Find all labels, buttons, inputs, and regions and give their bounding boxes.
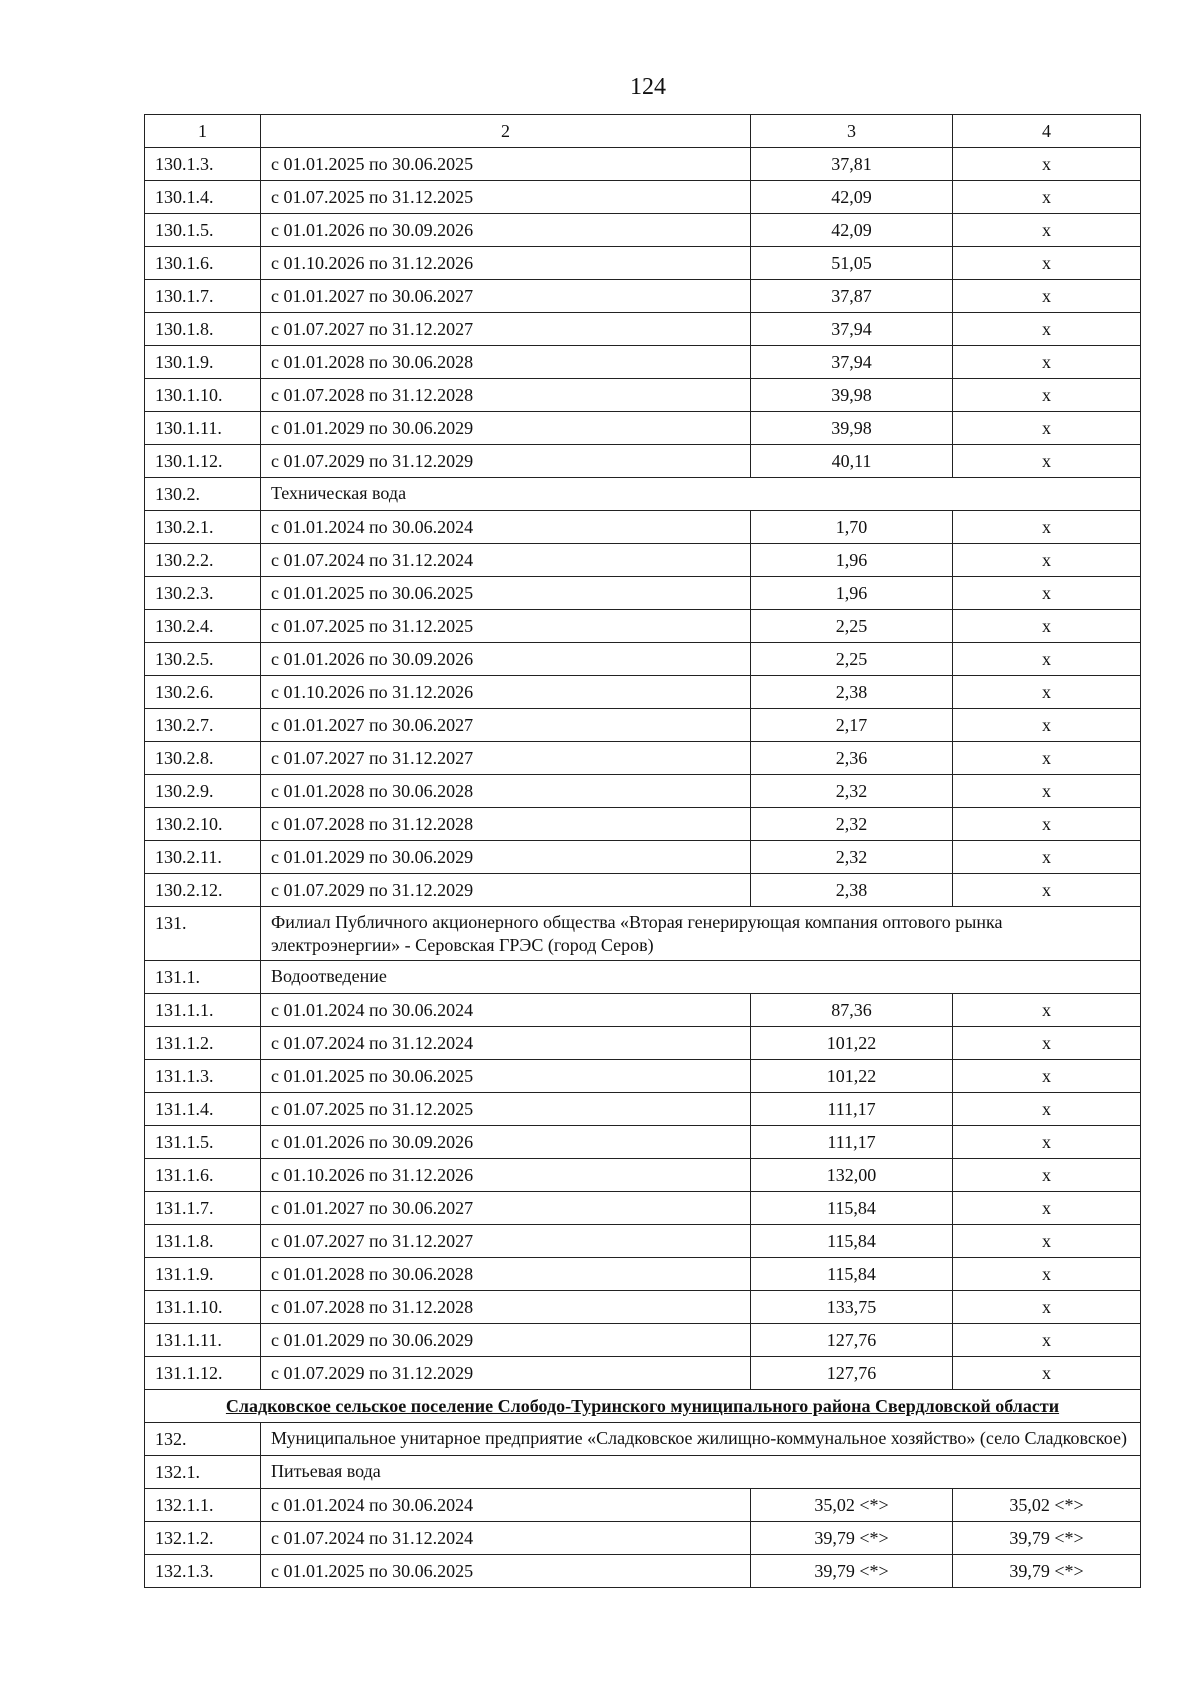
row-tariff-value-2: х (953, 511, 1141, 544)
table-row (145, 808, 1141, 841)
header-cell-4: 4 (953, 115, 1141, 148)
table-row (145, 247, 1141, 280)
row-period: с 01.01.2025 по 30.06.2025 (261, 1060, 751, 1093)
table-row (145, 577, 1141, 610)
row-tariff-value: 2,38 (751, 874, 953, 907)
row-number: 130.1.3. (145, 148, 261, 181)
row-tariff-value-2: х (953, 544, 1141, 577)
section-row (145, 1390, 1141, 1423)
row-tariff-value: 35,02 <*> (751, 1489, 953, 1522)
header-cell-3: 3 (751, 115, 953, 148)
table-row (145, 181, 1141, 214)
row-tariff-value-2: х (953, 1126, 1141, 1159)
row-tariff-value-2: х (953, 412, 1141, 445)
row-number: 130.2.6. (145, 676, 261, 709)
row-number: 131.1.4. (145, 1093, 261, 1126)
row-tariff-value: 39,98 (751, 412, 953, 445)
table-row (145, 1489, 1141, 1522)
row-number: 131.1.3. (145, 1060, 261, 1093)
row-tariff-value-2: х (953, 874, 1141, 907)
row-tariff-value: 37,87 (751, 280, 953, 313)
row-tariff-value: 111,17 (751, 1093, 953, 1126)
row-number: 130.2.7. (145, 709, 261, 742)
row-tariff-value: 37,81 (751, 148, 953, 181)
group-title: Питьевая вода (261, 1456, 1141, 1489)
row-period: с 01.01.2025 по 30.06.2025 (261, 148, 751, 181)
row-period: с 01.07.2027 по 31.12.2027 (261, 1225, 751, 1258)
row-period: с 01.01.2029 по 30.06.2029 (261, 841, 751, 874)
table-row (145, 1555, 1141, 1588)
group-number: 131.1. (145, 961, 261, 994)
row-tariff-value-2: х (953, 676, 1141, 709)
row-number: 130.2.9. (145, 775, 261, 808)
row-tariff-value: 2,38 (751, 676, 953, 709)
tariff-table-body (145, 115, 1141, 1588)
table-row (145, 511, 1141, 544)
row-period: с 01.07.2029 по 31.12.2029 (261, 1357, 751, 1390)
row-period: с 01.01.2025 по 30.06.2025 (261, 577, 751, 610)
row-tariff-value: 2,25 (751, 610, 953, 643)
table-row (145, 994, 1141, 1027)
row-number: 130.2.8. (145, 742, 261, 775)
row-tariff-value: 39,79 <*> (751, 1555, 953, 1588)
row-period: с 01.01.2024 по 30.06.2024 (261, 1489, 751, 1522)
row-tariff-value-2: х (953, 1027, 1141, 1060)
row-tariff-value: 2,32 (751, 775, 953, 808)
row-tariff-value-2: х (953, 280, 1141, 313)
table-row (145, 1225, 1141, 1258)
row-tariff-value-2: х (953, 181, 1141, 214)
row-tariff-value: 111,17 (751, 1126, 953, 1159)
group-row (145, 961, 1141, 994)
row-number: 131.1.5. (145, 1126, 261, 1159)
row-number: 130.2.12. (145, 874, 261, 907)
row-tariff-value-2: х (953, 148, 1141, 181)
row-number: 130.1.11. (145, 412, 261, 445)
table-row (145, 676, 1141, 709)
table-row (145, 1291, 1141, 1324)
row-tariff-value: 115,84 (751, 1192, 953, 1225)
row-tariff-value: 87,36 (751, 994, 953, 1027)
row-tariff-value-2: х (953, 1093, 1141, 1126)
row-tariff-value: 101,22 (751, 1027, 953, 1060)
row-period: с 01.10.2026 по 31.12.2026 (261, 676, 751, 709)
table-row (145, 1192, 1141, 1225)
row-tariff-value: 1,70 (751, 511, 953, 544)
row-tariff-value: 127,76 (751, 1357, 953, 1390)
row-number: 131.1.11. (145, 1324, 261, 1357)
row-period: с 01.01.2028 по 30.06.2028 (261, 775, 751, 808)
row-period: с 01.01.2028 по 30.06.2028 (261, 1258, 751, 1291)
row-number: 130.2.1. (145, 511, 261, 544)
group-row (145, 1423, 1141, 1456)
row-number: 131.1.2. (145, 1027, 261, 1060)
row-tariff-value-2: х (953, 1291, 1141, 1324)
row-tariff-value: 127,76 (751, 1324, 953, 1357)
row-tariff-value-2: 39,79 <*> (953, 1522, 1141, 1555)
row-number: 130.2.11. (145, 841, 261, 874)
row-tariff-value-2: х (953, 775, 1141, 808)
table-row (145, 874, 1141, 907)
table-row (145, 214, 1141, 247)
row-tariff-value-2: 35,02 <*> (953, 1489, 1141, 1522)
row-tariff-value: 37,94 (751, 346, 953, 379)
group-row (145, 907, 1141, 961)
group-number: 130.2. (145, 478, 261, 511)
table-header-row (145, 115, 1141, 148)
row-number: 130.1.4. (145, 181, 261, 214)
row-period: с 01.07.2025 по 31.12.2025 (261, 1093, 751, 1126)
row-number: 130.2.2. (145, 544, 261, 577)
row-tariff-value-2: х (953, 1192, 1141, 1225)
row-period: с 01.07.2025 по 31.12.2025 (261, 181, 751, 214)
row-period: с 01.01.2027 по 30.06.2027 (261, 709, 751, 742)
table-row (145, 379, 1141, 412)
row-tariff-value-2: х (953, 841, 1141, 874)
row-number: 131.1.8. (145, 1225, 261, 1258)
table-row (145, 412, 1141, 445)
group-number: 132. (145, 1423, 261, 1456)
row-number: 130.1.12. (145, 445, 261, 478)
row-tariff-value-2: х (953, 643, 1141, 676)
row-tariff-value: 101,22 (751, 1060, 953, 1093)
table-row (145, 1522, 1141, 1555)
row-tariff-value: 2,32 (751, 808, 953, 841)
row-number: 131.1.6. (145, 1159, 261, 1192)
table-row (145, 1093, 1141, 1126)
row-tariff-value-2: х (953, 808, 1141, 841)
row-period: с 01.07.2024 по 31.12.2024 (261, 1027, 751, 1060)
row-number: 130.1.6. (145, 247, 261, 280)
row-tariff-value-2: х (953, 346, 1141, 379)
row-period: с 01.01.2028 по 30.06.2028 (261, 346, 751, 379)
row-tariff-value: 42,09 (751, 181, 953, 214)
table-row (145, 1324, 1141, 1357)
row-tariff-value-2: х (953, 1225, 1141, 1258)
group-number: 132.1. (145, 1456, 261, 1489)
row-tariff-value-2: х (953, 577, 1141, 610)
row-number: 130.2.3. (145, 577, 261, 610)
row-period: с 01.01.2027 по 30.06.2027 (261, 280, 751, 313)
table-row (145, 544, 1141, 577)
row-tariff-value-2: х (953, 247, 1141, 280)
group-title: Муниципальное унитарное предприятие «Сладковское жилищно-коммунальное хозяйство» (село Сладковское) (261, 1423, 1141, 1456)
row-period: с 01.01.2024 по 30.06.2024 (261, 511, 751, 544)
table-row (145, 148, 1141, 181)
row-period: с 01.07.2027 по 31.12.2027 (261, 742, 751, 775)
header-cell-1: 1 (145, 115, 261, 148)
group-row (145, 478, 1141, 511)
row-tariff-value-2: х (953, 742, 1141, 775)
row-period: с 01.01.2029 по 30.06.2029 (261, 412, 751, 445)
row-number: 130.2.10. (145, 808, 261, 841)
page-number: 124 (630, 74, 666, 100)
row-tariff-value: 132,00 (751, 1159, 953, 1192)
row-number: 130.1.5. (145, 214, 261, 247)
row-tariff-value: 115,84 (751, 1258, 953, 1291)
row-period: с 01.07.2028 по 31.12.2028 (261, 808, 751, 841)
row-tariff-value-2: х (953, 1324, 1141, 1357)
row-tariff-value-2: х (953, 214, 1141, 247)
row-number: 130.2.5. (145, 643, 261, 676)
table-row (145, 1027, 1141, 1060)
table-row (145, 841, 1141, 874)
table-row (145, 1357, 1141, 1390)
row-period: с 01.01.2026 по 30.09.2026 (261, 1126, 751, 1159)
row-period: с 01.01.2026 по 30.09.2026 (261, 643, 751, 676)
row-period: с 01.01.2025 по 30.06.2025 (261, 1555, 751, 1588)
row-tariff-value-2: х (953, 1357, 1141, 1390)
row-number: 130.1.8. (145, 313, 261, 346)
row-period: с 01.01.2026 по 30.09.2026 (261, 214, 751, 247)
row-tariff-value: 2,36 (751, 742, 953, 775)
row-tariff-value: 115,84 (751, 1225, 953, 1258)
group-title: Водоотведение (261, 961, 1141, 994)
row-tariff-value: 2,25 (751, 643, 953, 676)
table-row (145, 1060, 1141, 1093)
row-period: с 01.01.2029 по 30.06.2029 (261, 1324, 751, 1357)
row-number: 131.1.12. (145, 1357, 261, 1390)
row-tariff-value: 40,11 (751, 445, 953, 478)
row-tariff-value-2: х (953, 709, 1141, 742)
table-row (145, 1126, 1141, 1159)
row-period: с 01.07.2024 по 31.12.2024 (261, 544, 751, 577)
table-row (145, 610, 1141, 643)
table-row (145, 280, 1141, 313)
row-period: с 01.07.2025 по 31.12.2025 (261, 610, 751, 643)
table-row (145, 313, 1141, 346)
table-row (145, 1258, 1141, 1291)
row-period: с 01.01.2024 по 30.06.2024 (261, 994, 751, 1027)
row-tariff-value: 1,96 (751, 577, 953, 610)
group-title: Техническая вода (261, 478, 1141, 511)
row-tariff-value-2: х (953, 1159, 1141, 1192)
row-period: с 01.10.2026 по 31.12.2026 (261, 1159, 751, 1192)
row-tariff-value-2: 39,79 <*> (953, 1555, 1141, 1588)
table-row (145, 775, 1141, 808)
row-tariff-value: 42,09 (751, 214, 953, 247)
row-number: 131.1.7. (145, 1192, 261, 1225)
section-title: Сладковское сельское поселение Слободо-Туринского муниципального района Свердловской области (145, 1390, 1141, 1423)
row-number: 132.1.2. (145, 1522, 261, 1555)
row-period: с 01.07.2029 по 31.12.2029 (261, 874, 751, 907)
row-period: с 01.07.2028 по 31.12.2028 (261, 1291, 751, 1324)
row-tariff-value: 2,32 (751, 841, 953, 874)
row-number: 130.1.10. (145, 379, 261, 412)
row-period: с 01.01.2027 по 30.06.2027 (261, 1192, 751, 1225)
row-tariff-value-2: х (953, 610, 1141, 643)
row-period: с 01.07.2029 по 31.12.2029 (261, 445, 751, 478)
header-cell-2: 2 (261, 115, 751, 148)
row-tariff-value: 1,96 (751, 544, 953, 577)
row-tariff-value-2: х (953, 445, 1141, 478)
row-tariff-value-2: х (953, 1258, 1141, 1291)
table-row (145, 1159, 1141, 1192)
row-period: с 01.07.2028 по 31.12.2028 (261, 379, 751, 412)
table-row (145, 742, 1141, 775)
row-tariff-value: 39,98 (751, 379, 953, 412)
row-number: 132.1.3. (145, 1555, 261, 1588)
row-tariff-value-2: х (953, 994, 1141, 1027)
row-number: 130.1.7. (145, 280, 261, 313)
row-tariff-value: 39,79 <*> (751, 1522, 953, 1555)
row-tariff-value-2: х (953, 313, 1141, 346)
row-number: 131.1.1. (145, 994, 261, 1027)
row-tariff-value-2: х (953, 1060, 1141, 1093)
group-row (145, 1456, 1141, 1489)
table-row (145, 346, 1141, 379)
row-number: 132.1.1. (145, 1489, 261, 1522)
group-number: 131. (145, 907, 261, 961)
row-tariff-value-2: х (953, 379, 1141, 412)
row-period: с 01.10.2026 по 31.12.2026 (261, 247, 751, 280)
row-number: 130.1.9. (145, 346, 261, 379)
row-tariff-value: 2,17 (751, 709, 953, 742)
row-number: 131.1.10. (145, 1291, 261, 1324)
row-number: 130.2.4. (145, 610, 261, 643)
table-row (145, 643, 1141, 676)
row-tariff-value: 37,94 (751, 313, 953, 346)
row-period: с 01.07.2027 по 31.12.2027 (261, 313, 751, 346)
table-row (145, 709, 1141, 742)
row-period: с 01.07.2024 по 31.12.2024 (261, 1522, 751, 1555)
group-title: Филиал Публичного акционерного общества «Вторая генерирующая компания оптового рынка электроэнергии» - Серовская ГРЭС (город Серов) (261, 907, 1141, 961)
row-tariff-value: 51,05 (751, 247, 953, 280)
tariff-table (144, 114, 1141, 1588)
row-tariff-value: 133,75 (751, 1291, 953, 1324)
row-number: 131.1.9. (145, 1258, 261, 1291)
table-row (145, 445, 1141, 478)
